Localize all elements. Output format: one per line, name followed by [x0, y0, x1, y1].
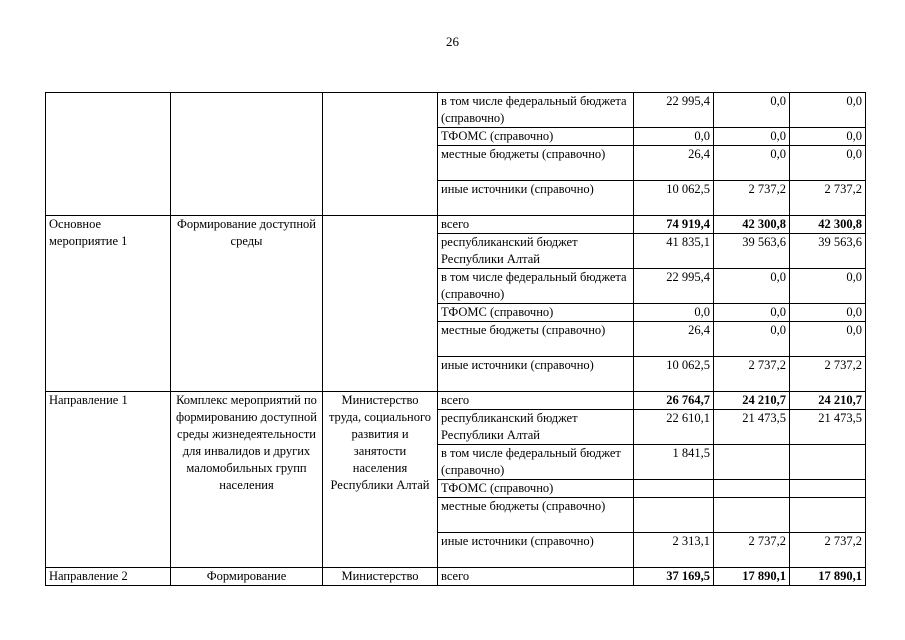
value-cell: 2 737,2: [790, 181, 866, 216]
value-cell: 24 210,7: [714, 392, 790, 410]
value-cell: 17 890,1: [790, 568, 866, 586]
value-cell: [714, 498, 790, 533]
cont-title-cell: [171, 93, 323, 216]
cont-name-cell: [46, 93, 171, 216]
measure-title: Формирование доступной среды: [171, 216, 323, 392]
value-cell: 10 062,5: [634, 181, 714, 216]
value-cell: 0,0: [790, 146, 866, 181]
source-cell: местные бюджеты (справочно): [438, 498, 634, 533]
source-cell: в том числе федеральный бюджет (справочно): [438, 445, 634, 480]
value-cell: 22 610,1: [634, 410, 714, 445]
source-cell: иные источники (справочно): [438, 181, 634, 216]
source-cell: иные источники (справочно): [438, 533, 634, 568]
page-number: 26: [446, 34, 459, 49]
value-cell: 0,0: [790, 269, 866, 304]
value-cell: 41 835,1: [634, 234, 714, 269]
source-cell: всего: [438, 216, 634, 234]
source-cell: местные бюджеты (справочно): [438, 146, 634, 181]
measure-title: Формирование: [171, 568, 323, 586]
value-cell: 2 737,2: [714, 357, 790, 392]
value-cell: 0,0: [714, 322, 790, 357]
value-cell: 21 473,5: [790, 410, 866, 445]
value-cell: 74 919,4: [634, 216, 714, 234]
table-row: [46, 392, 866, 410]
value-cell: 24 210,7: [790, 392, 866, 410]
value-cell: 10 062,5: [634, 357, 714, 392]
value-cell: 0,0: [790, 322, 866, 357]
value-cell: 22 995,4: [634, 93, 714, 128]
value-cell: [634, 480, 714, 498]
table-row: [46, 216, 866, 234]
value-cell: 26,4: [634, 322, 714, 357]
source-cell: республиканский бюджет Республики Алтай: [438, 410, 634, 445]
value-cell: 26,4: [634, 146, 714, 181]
value-cell: 2 737,2: [790, 533, 866, 568]
value-cell: 0,0: [634, 304, 714, 322]
measure-name: Направление 2: [46, 568, 171, 586]
source-cell: в том числе федеральный бюджета (справочно): [438, 269, 634, 304]
source-cell: ТФОМС (справочно): [438, 480, 634, 498]
source-cell: всего: [438, 392, 634, 410]
source-cell: республиканский бюджет Республики Алтай: [438, 234, 634, 269]
source-cell: местные бюджеты (справочно): [438, 322, 634, 357]
value-cell: 0,0: [790, 304, 866, 322]
value-cell: [790, 480, 866, 498]
value-cell: 39 563,6: [790, 234, 866, 269]
value-cell: [714, 445, 790, 480]
budget-table: [45, 92, 866, 586]
value-cell: 0,0: [714, 128, 790, 146]
value-cell: [634, 498, 714, 533]
value-cell: 42 300,8: [790, 216, 866, 234]
value-cell: 0,0: [790, 93, 866, 128]
value-cell: 21 473,5: [714, 410, 790, 445]
table-row: [46, 568, 866, 586]
source-cell: ТФОМС (справочно): [438, 304, 634, 322]
value-cell: [714, 480, 790, 498]
value-cell: 0,0: [714, 146, 790, 181]
measure-executor: Министерство: [323, 568, 438, 586]
value-cell: [790, 445, 866, 480]
value-cell: 2 737,2: [714, 181, 790, 216]
value-cell: [790, 498, 866, 533]
source-cell: иные источники (справочно): [438, 357, 634, 392]
table-row: [46, 93, 866, 128]
value-cell: 2 737,2: [790, 357, 866, 392]
measure-title: Комплекс мероприятий по формированию доступной среды жизнедеятельности для инвалидов и других маломобильных групп населения: [171, 392, 323, 568]
value-cell: 1 841,5: [634, 445, 714, 480]
source-cell: в том числе федеральный бюджета (справочно): [438, 93, 634, 128]
value-cell: 0,0: [790, 128, 866, 146]
source-cell: всего: [438, 568, 634, 586]
value-cell: 39 563,6: [714, 234, 790, 269]
value-cell: 37 169,5: [634, 568, 714, 586]
cont-executor-cell: [323, 93, 438, 216]
measure-name: Основное мероприятие 1: [46, 216, 171, 392]
value-cell: 2 737,2: [714, 533, 790, 568]
value-cell: 0,0: [714, 269, 790, 304]
value-cell: 22 995,4: [634, 269, 714, 304]
measure-executor: [323, 216, 438, 392]
value-cell: 0,0: [714, 93, 790, 128]
value-cell: 42 300,8: [714, 216, 790, 234]
value-cell: 0,0: [634, 128, 714, 146]
value-cell: 26 764,7: [634, 392, 714, 410]
source-cell: ТФОМС (справочно): [438, 128, 634, 146]
value-cell: 17 890,1: [714, 568, 790, 586]
measure-executor: Министерство труда, социального развития и занятости населения Республики Алтай: [323, 392, 438, 568]
value-cell: 2 313,1: [634, 533, 714, 568]
measure-name: Направление 1: [46, 392, 171, 568]
value-cell: 0,0: [714, 304, 790, 322]
